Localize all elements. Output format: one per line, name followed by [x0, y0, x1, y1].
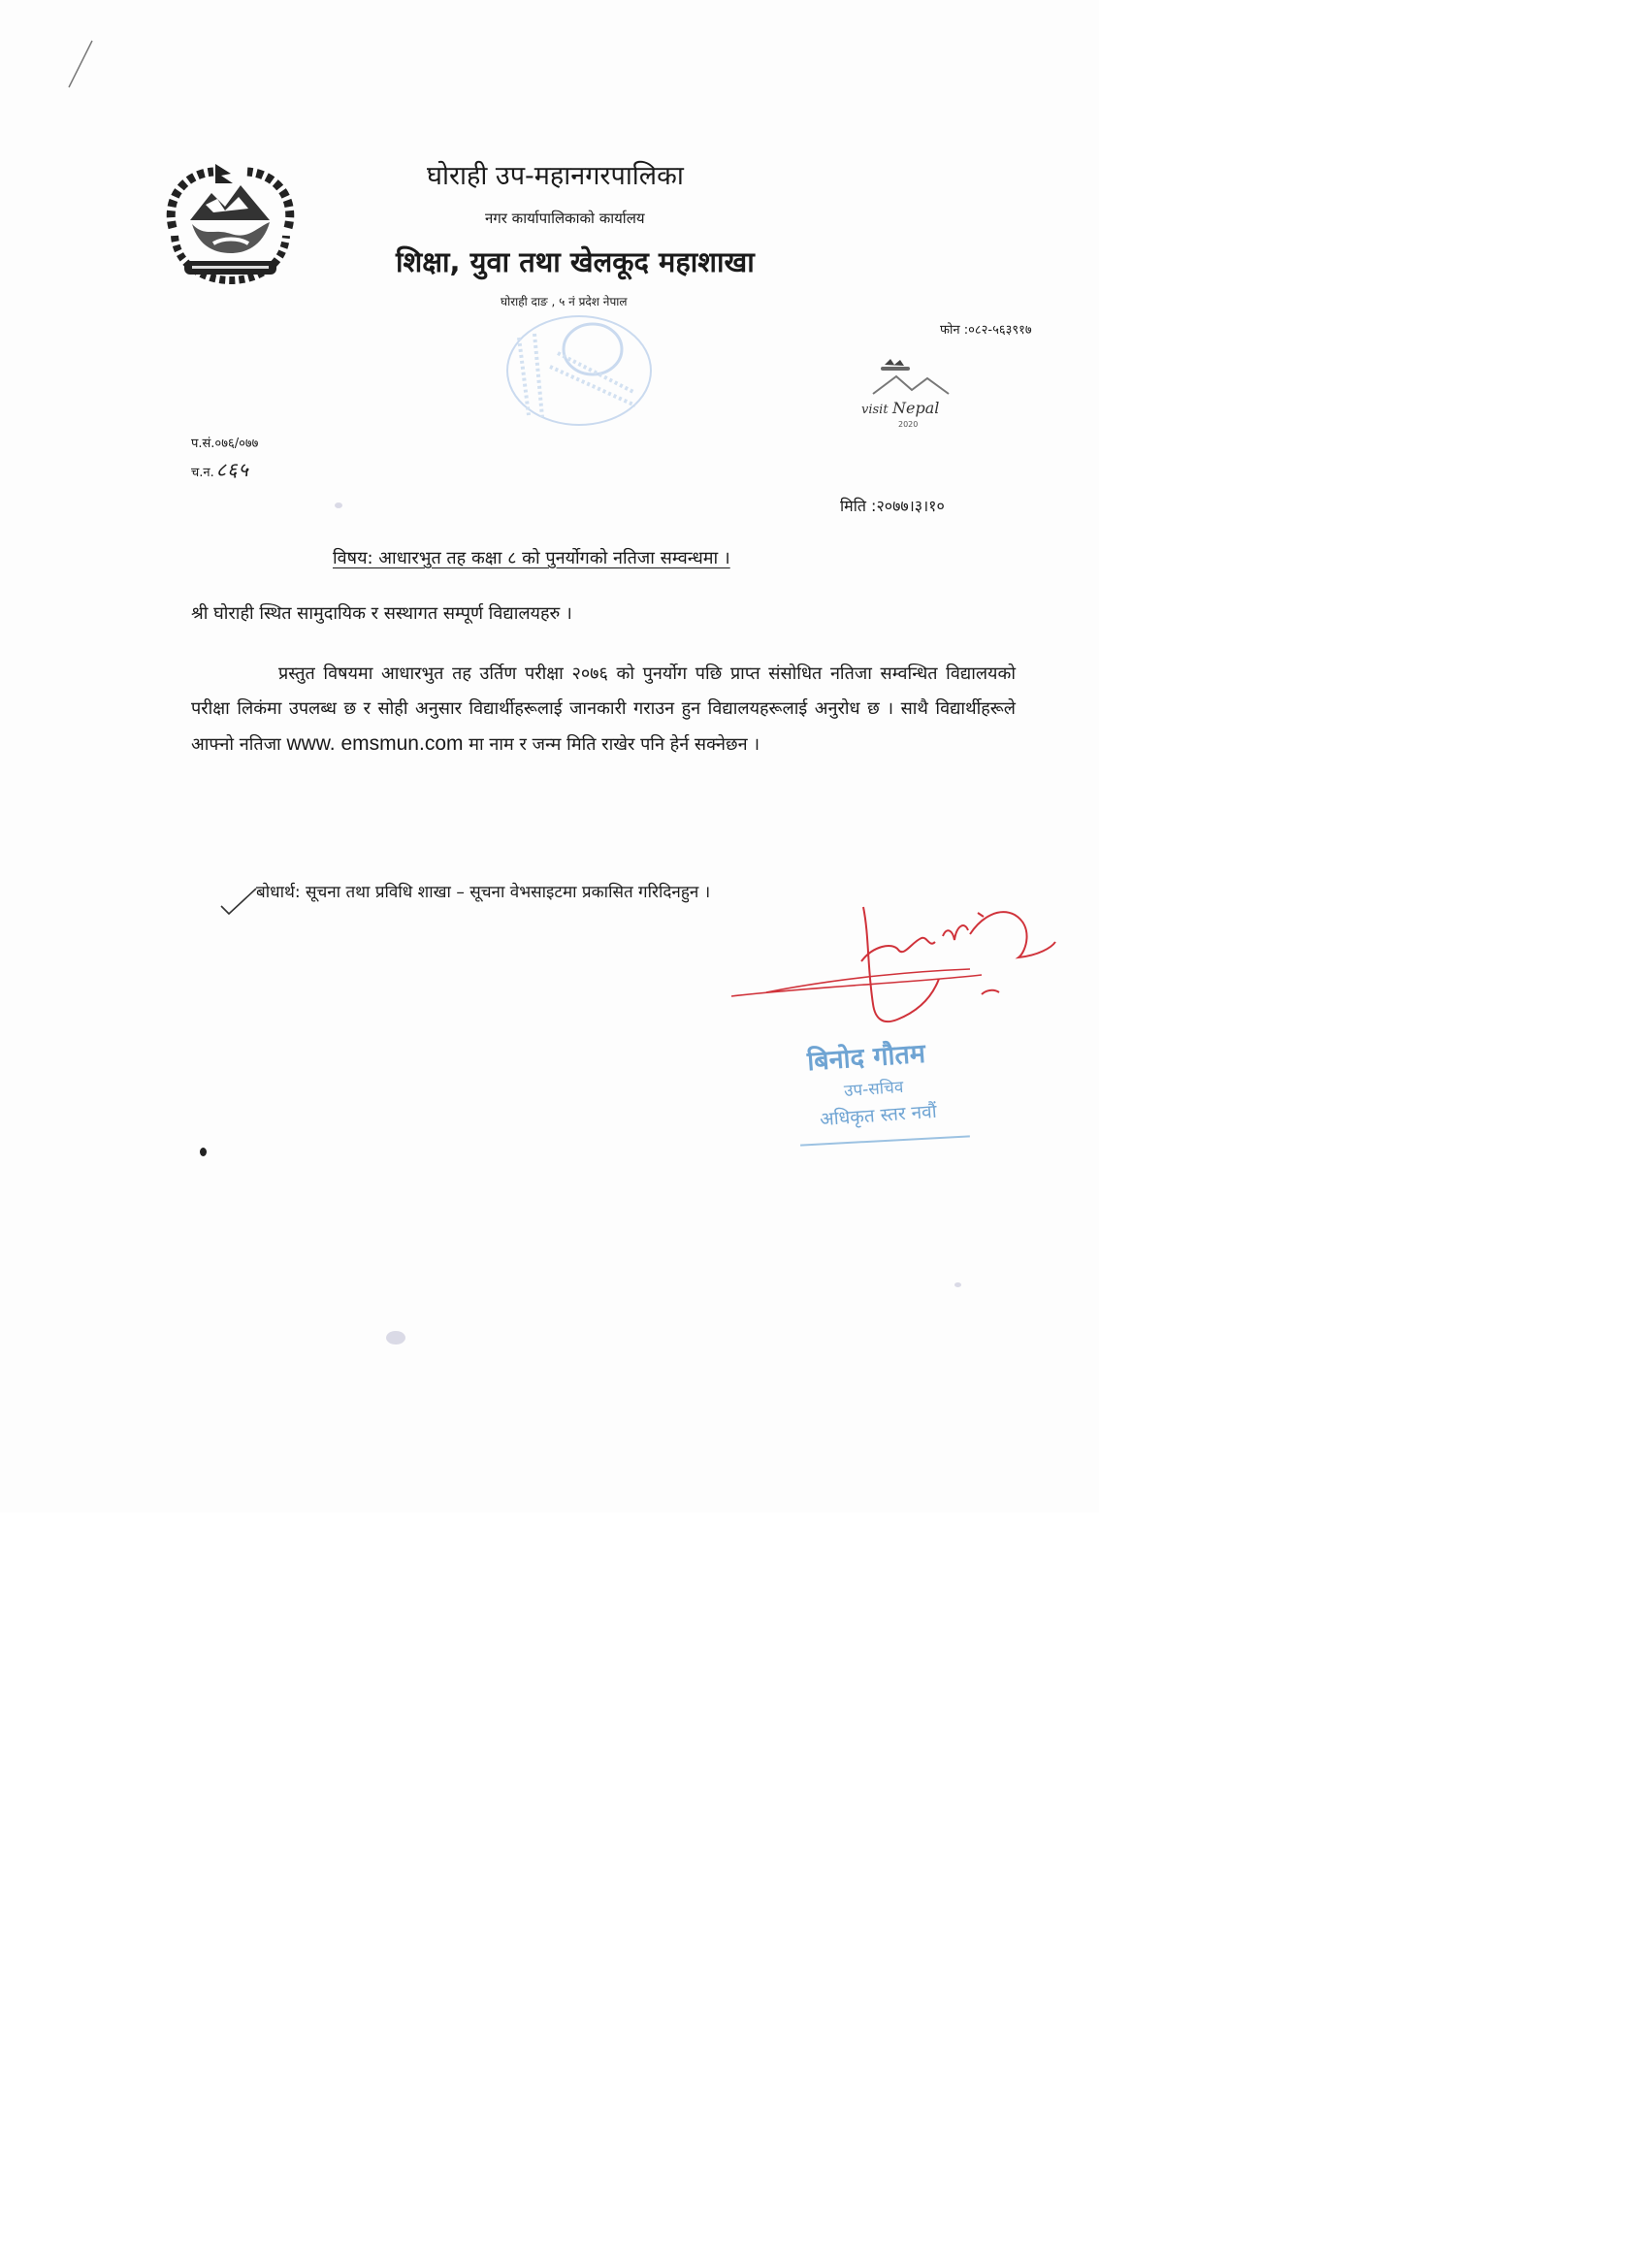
nepal-government-emblem-icon	[155, 160, 306, 291]
pen-stroke-mark	[63, 39, 97, 92]
office-name: नगर कार्यापालिकाको कार्यालय	[485, 210, 645, 227]
dispatch-number-handwritten: ८६५	[215, 458, 249, 481]
signatory-name: बिनोद गौतम	[806, 1038, 926, 1078]
scan-smudge	[335, 502, 342, 508]
body-text: प्रस्तुत विषयमा आधारभुत तह उर्तिण परीक्षा २०७६ को पुनर्योग पछि प्राप्त संसोधित नतिजा सम्वन्धित विद्यालयको परीक्षा लिकंमा उपलब्ध छ र सोही अनुसार विद्यार्थीहरूलाई जानकारी गराउन हुन विद्यालयहरूलाई अनुरोध छ । साथै विद्यार्थीहरूले आफ्नो नतिजा	[191, 664, 1016, 755]
body-text-end: मा नाम र जन्म मिति राखेर पनि हेर्न सक्नेछन ।	[469, 734, 760, 755]
office-address: घोराही दाङ , ५ नं प्रदेश नेपाल	[501, 295, 628, 308]
visit-nepal-logo-icon	[854, 357, 955, 435]
letter-reference-number: प.सं.०७६/०७७	[191, 437, 259, 451]
copy-to-note	[223, 880, 710, 902]
municipality-name: घोराही उप-महानगरपालिका	[427, 161, 684, 191]
scan-smudge	[386, 1331, 405, 1345]
svg-text:visit: visit	[861, 403, 889, 417]
stamp-underline	[800, 1135, 970, 1146]
svg-text:2020: 2020	[898, 420, 919, 429]
letter-date: मिति :२०७७।३।१०	[840, 497, 945, 515]
signatory-title: उप-सचिव	[843, 1077, 904, 1102]
scan-smudge	[954, 1282, 961, 1287]
letter-body	[191, 657, 1016, 762]
scan-speck	[200, 1148, 207, 1156]
department-name: शिक्षा, युवा तथा खेलकूद महाशाखा	[396, 245, 755, 278]
dispatch-number	[191, 456, 249, 482]
letter-subject: विषय: आधारभुत तह कक्षा ८ को पुनर्योगको नतिजा सम्वन्धमा ।	[333, 548, 730, 568]
svg-text:Nepal: Nepal	[892, 399, 940, 417]
letter-recipient: श्री घोराही स्थित सामुदायिक र सस्थागत सम्पूर्ण विद्यालयहरु ।	[191, 603, 572, 624]
copy-to-text: बोधार्थ: सूचना तथा प्रविधि शाखा – सूचना वेभसाइटमा प्रकासित गरिदिनहुन ।	[256, 883, 711, 902]
letter-page	[0, 0, 1099, 1512]
signatory-level: अधिकृत स्तर नवौं	[819, 1100, 938, 1131]
results-website-link: www. emsmun.com	[286, 732, 464, 755]
phone-number: फोन :०८२-५६३९१७	[940, 323, 1032, 338]
signature-mark	[728, 897, 1062, 1043]
municipality-seal-stamp	[500, 308, 660, 433]
dispatch-label: च.न.	[191, 466, 214, 480]
